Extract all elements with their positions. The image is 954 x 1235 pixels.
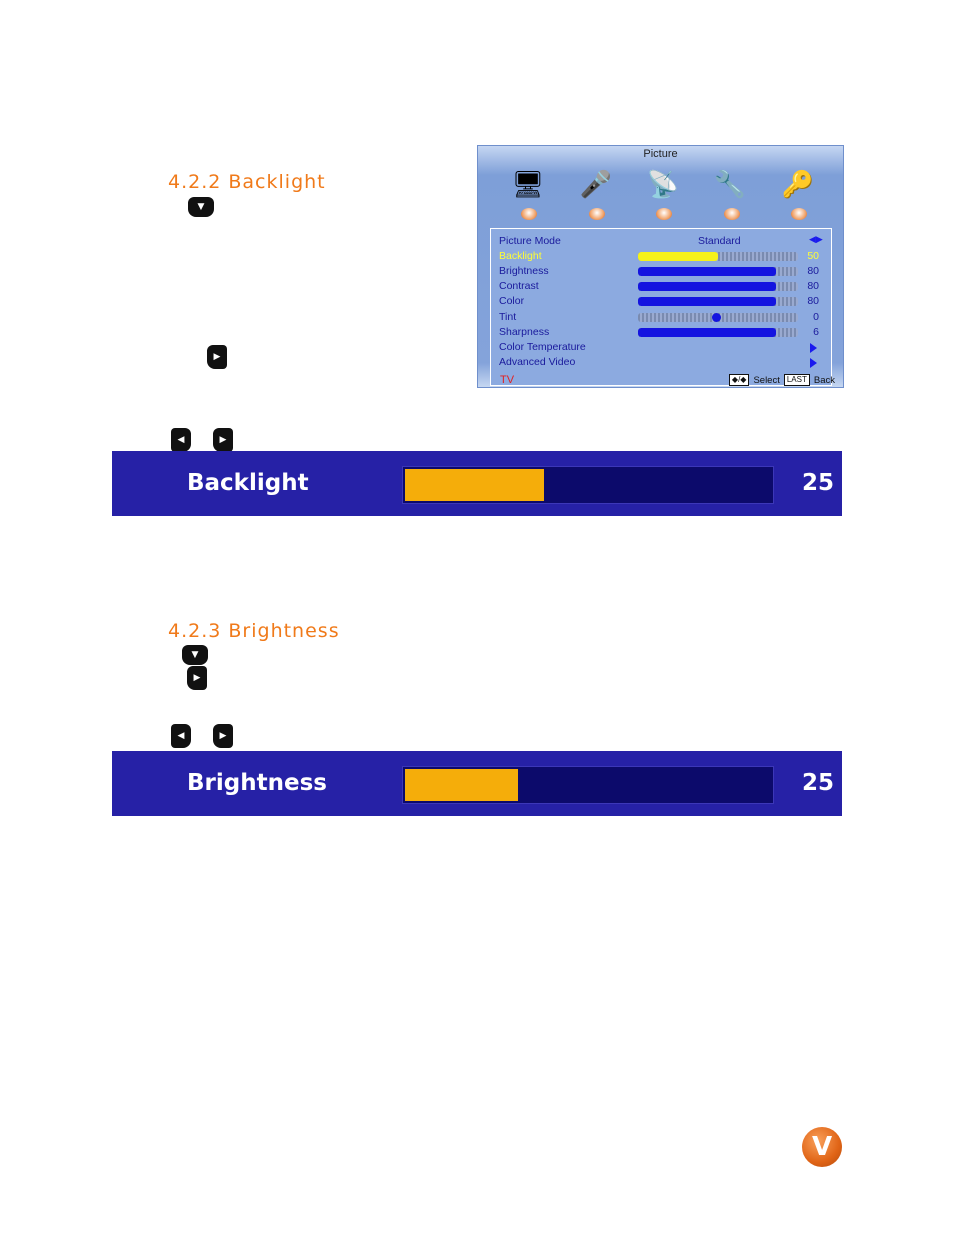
section-heading-backlight: 4.2.2 Backlight (168, 171, 326, 193)
osd-row-label-color-temperature[interactable]: Color Temperature (499, 341, 586, 353)
menu-indicator-icon (791, 208, 807, 220)
osd-tint-value: 0 (813, 311, 819, 323)
osd-color-value: 80 (807, 295, 819, 307)
brightness-bar-track[interactable] (402, 766, 774, 804)
backlight-bar-value: 25 (801, 470, 834, 496)
osd-row-label-advanced-video[interactable]: Advanced Video (499, 356, 576, 368)
section-heading-brightness: 4.2.3 Brightness (168, 620, 340, 642)
right-arrow-key-icon: ▶ (207, 345, 227, 369)
submenu-arrow-icon (810, 343, 817, 353)
picture-icon[interactable]: 🖥 (511, 170, 545, 200)
osd-sharpness-fill (638, 328, 776, 337)
osd-brightness-fill (638, 267, 776, 276)
osd-contrast-fill (638, 282, 776, 291)
osd-brightness-value: 80 (807, 265, 819, 277)
left-arrow-key-icon: ◀ (171, 428, 191, 452)
osd-input-source: TV (500, 374, 515, 386)
backlight-bar-track[interactable] (402, 466, 774, 504)
osd-row-label-sharpness[interactable]: Sharpness (499, 326, 550, 338)
osd-backlight-fill (638, 252, 718, 261)
osd-backlight-value: 50 (807, 250, 819, 262)
tv-tuner-icon[interactable]: 📡 (646, 170, 680, 200)
osd-tint-knob[interactable] (712, 313, 721, 322)
osd-row-label-color[interactable]: Color (499, 295, 525, 307)
brightness-bar-fill (405, 769, 518, 801)
osd-row-label-contrast[interactable]: Contrast (499, 280, 539, 292)
last-key-icon: LAST (784, 374, 810, 386)
osd-row-label-picture-mode[interactable]: Picture Mode (499, 235, 561, 247)
osd-contrast-slider[interactable] (638, 282, 798, 291)
right-arrow-key-icon: ▶ (213, 428, 233, 452)
osd-contrast-value: 80 (807, 280, 819, 292)
osd-color-fill (638, 297, 776, 306)
osd-row-label-tint[interactable]: Tint (499, 311, 517, 323)
right-arrow-key-icon: ▶ (213, 724, 233, 748)
brightness-bar-value: 25 (801, 770, 834, 796)
submenu-arrow-icon (810, 358, 817, 368)
left-arrow-key-icon: ◀ (171, 724, 191, 748)
osd-select-hint: Select (753, 374, 780, 386)
menu-indicator-icon (656, 208, 672, 220)
osd-key-hints (729, 374, 835, 386)
osd-color-slider[interactable] (638, 297, 798, 306)
down-arrow-key-icon: ▼ (188, 197, 214, 217)
backlight-bar-label: Backlight (187, 470, 309, 496)
osd-row-label-brightness[interactable]: Brightness (499, 265, 549, 277)
osd-tint-slider[interactable] (638, 313, 798, 322)
right-arrow-key-icon: ▶ (187, 666, 207, 690)
left-right-arrows-icon: ◀▶ (809, 234, 823, 244)
osd-picture-mode-value[interactable]: Standard (698, 235, 741, 247)
osd-brightness-slider[interactable] (638, 267, 798, 276)
menu-indicator-icon (724, 208, 740, 220)
osd-settings-panel (490, 228, 832, 386)
menu-indicator-icon (589, 208, 605, 220)
audio-icon[interactable]: 🎤 (579, 170, 613, 200)
osd-sharpness-value: 6 (813, 326, 819, 338)
backlight-level-bar (112, 451, 842, 516)
osd-backlight-slider[interactable] (638, 252, 798, 261)
down-arrow-key-icon: ▼ (182, 645, 208, 665)
osd-row-label-backlight[interactable]: Backlight (499, 250, 542, 262)
osd-sharpness-slider[interactable] (638, 328, 798, 337)
picture-menu-osd (477, 145, 844, 388)
brightness-bar-label: Brightness (187, 770, 327, 796)
osd-back-hint: Back (813, 374, 835, 386)
setup-icon[interactable]: 🔧 (713, 170, 747, 200)
osd-footer (500, 374, 835, 387)
osd-title: Picture (643, 148, 678, 160)
menu-indicator-icon (521, 208, 537, 220)
backlight-bar-fill (405, 469, 544, 501)
parental-icon[interactable]: 🔑 (781, 170, 815, 200)
brightness-level-bar (112, 751, 842, 816)
vizio-logo: V (802, 1127, 842, 1167)
navigation-arrows-icon: ◆/◆ (729, 374, 750, 386)
